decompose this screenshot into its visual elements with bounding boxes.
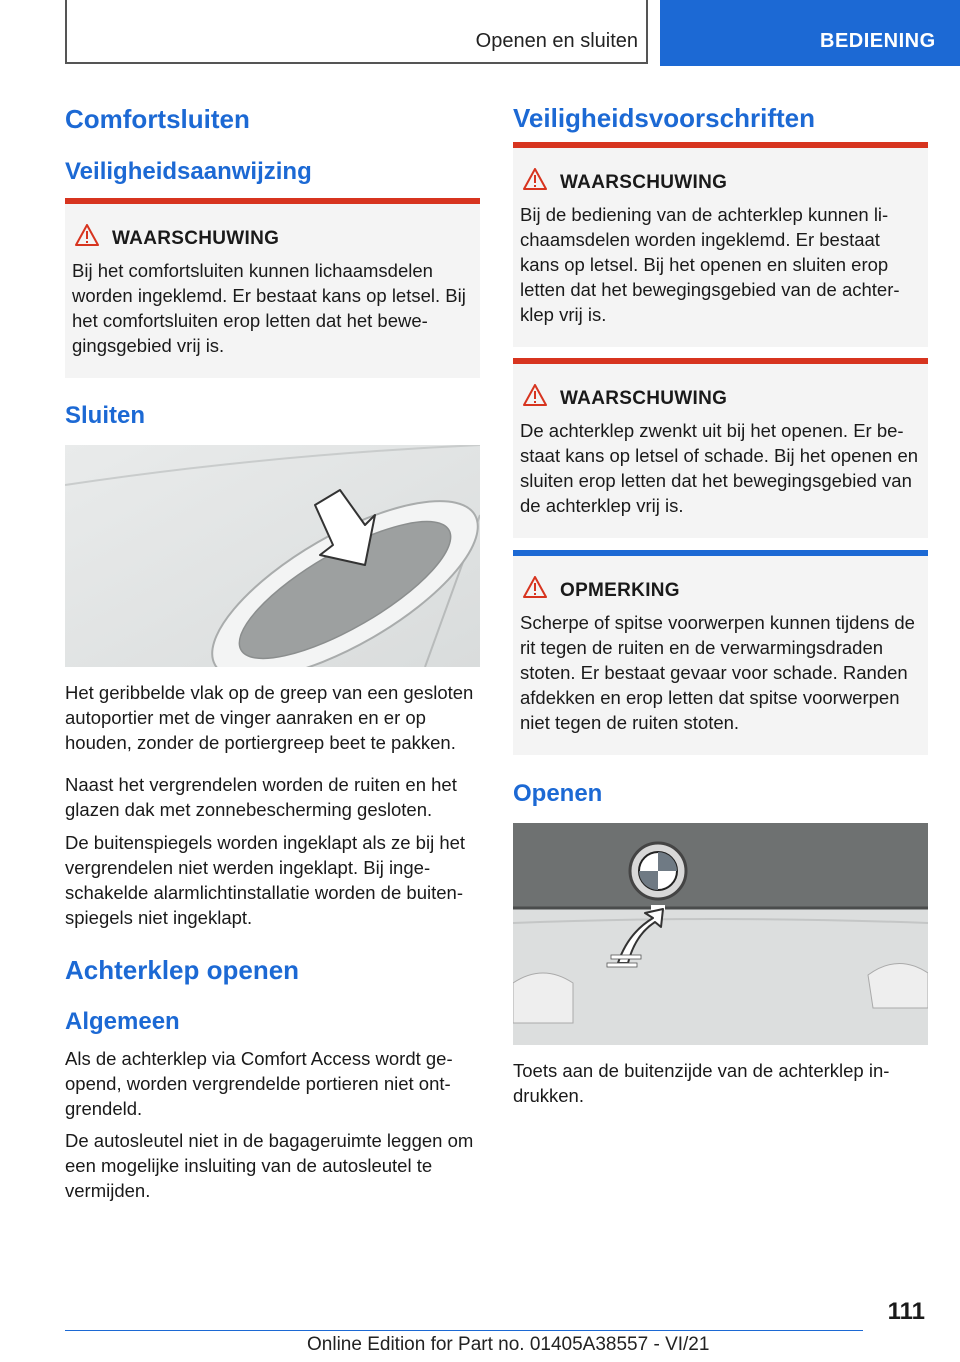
- header-chapter-tab: [660, 0, 960, 66]
- page-number: 111: [887, 1298, 925, 1325]
- tailgate-button-illustration: [513, 823, 928, 1045]
- notice-box: [513, 550, 928, 755]
- heading-veiligheidsvoorschriften: Veiligheidsvoorschriften: [513, 103, 815, 133]
- heading-sluiten: Sluiten: [65, 402, 146, 429]
- header-chapter-label: BEDIENING: [820, 30, 936, 52]
- edition-note: Online Edition for Part no. 01405A38557 - VI/21: [307, 1334, 710, 1355]
- warning-triangle-icon: [523, 168, 547, 190]
- paragraph-sluiten-3: De buitenspiegels worden ingeklapt als ze bij het vergrendelen niet werden ingeklapt. Bij ingeschakelde alarmlichtinstallatie worden de buitenspiegels niet ingeklapt.: [65, 832, 466, 928]
- warning-title: WAARSCHUWING: [112, 228, 472, 250]
- warning-box-2: [513, 142, 928, 347]
- warning-triangle-icon: [523, 576, 547, 598]
- heading-comfortsluiten: Comfortsluiten: [65, 104, 250, 134]
- warning-body: Bij het comfortsluiten kunnen lichaamsdelen worden ingeklemd. Er bestaat kans op letsel. Bij het comfortsluiten erop letten dat het bewegingsgebied vrij is.: [72, 260, 466, 356]
- warning-body: Bij de bediening van de achterklep kunnen lichaamsdelen worden ingeklemd. Er bestaat kans op letsel. Bij het openen en sluiten erop letten dat het bewegingsgebied van de achterklep vrij is.: [520, 204, 900, 325]
- paragraph-algemeen-1: Als de achterklep via Comfort Access wordt geopend, worden vergrendelde portieren niet ontgrendeld.: [65, 1048, 453, 1119]
- notice-body: Scherpe of spitse voorwerpen kunnen tijdens de rit tegen de ruiten en de verwarmingsdraden stoten. Er bestaat gevaar voor schade. Randen afdekken en erop letten dat spitse voorwerpen niet tegen de ruiten stoten.: [520, 612, 915, 733]
- warning-title: WAARSCHUWING: [560, 388, 920, 410]
- heading-algemeen: Algemeen: [65, 1008, 180, 1035]
- paragraph-algemeen-2: De autosleutel niet in de bagageruimte leggen om een mogelijke insluiting van de autosleutel te vermijden.: [65, 1130, 474, 1201]
- warning-box-1: [65, 198, 480, 378]
- paragraph-sluiten-2: Naast het vergrendelen worden de ruiten en het glazen dak met zonnebescherming gesloten.: [65, 774, 457, 820]
- footer-divider: [65, 1330, 863, 1331]
- heading-openen: Openen: [513, 780, 603, 807]
- door-handle-illustration: [65, 445, 480, 667]
- notice-title: OPMERKING: [560, 580, 920, 602]
- heading-achterklep-openen: Achterklep openen: [65, 955, 300, 985]
- paragraph-openen: Toets aan de buitenzijde van de achterklep indrukken.: [513, 1060, 890, 1106]
- header-section-title: Openen en sluiten: [475, 30, 638, 52]
- warning-triangle-icon: [523, 384, 547, 406]
- warning-box-3: [513, 358, 928, 538]
- heading-veiligheidsaanwijzing: Veiligheidsaanwijzing: [65, 158, 312, 185]
- warning-title: WAARSCHUWING: [560, 172, 920, 194]
- warning-triangle-icon: [75, 224, 99, 246]
- warning-body: De achterklep zwenkt uit bij het openen. Er bestaat kans op letsel of schade. Bij het openen en sluiten erop letten dat het bewegingsgebied van de achterklep vrij is.: [520, 420, 919, 516]
- paragraph-sluiten-1: Het geribbelde vlak op de greep van een gesloten autoportier met de vinger aanraken en er op houden, zonder de portiergreep beet te pakken.: [65, 682, 474, 753]
